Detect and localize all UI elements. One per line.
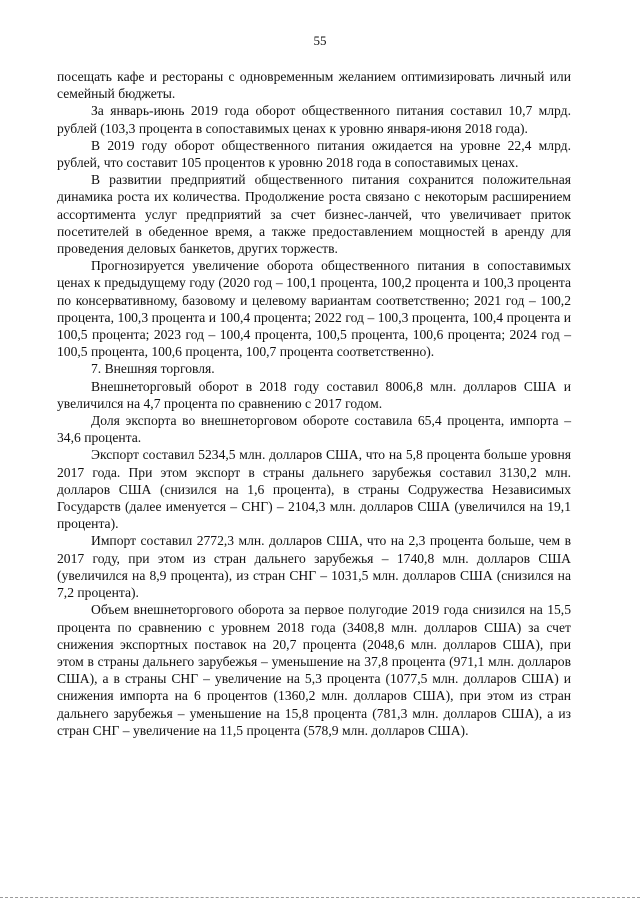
bottom-divider xyxy=(0,897,640,898)
paragraph-first-half-2019: Объем внешнеторгового оборота за первое полугодие 2019 года снизился на 15,5 процента по сравнению с уровнем 2018 года (3408,8 млн. долларов США) за счет снижения экспортных поставок на 20,7 процента (2048,6 млн. долларов США), при этом в страны дальнего зарубежья – уменьшение на 37,8 процента (971,1 млн. долларов США), а в страны СНГ – увеличение на 5,3 процента (1077,5 млн. долларов США) и снижения импорта на 6 процентов (1360,2 млн. долларов США), при этом из стран дальнего зарубежья – уменьшение на 15,8 процента (781,3 млн. долларов США), а из стран СНГ – увеличение на 11,5 процента (578,9 млн. долларов США). xyxy=(57,602,571,738)
document-body xyxy=(57,68,571,739)
paragraph-turnover-jan-june: За январь-июнь 2019 года оборот общественного питания составил 10,7 млрд. рублей (103,3 процента в сопоставимых ценах к уровню января-июня 2018 года). xyxy=(57,103,571,136)
paragraph-import: Импорт составил 2772,3 млн. долларов США, что на 2,3 процента больше, чем в 2017 году, при этом из стран дальнего зарубежья – 1740,8 млн. долларов США (увеличился на 8,9 процента), из стран СНГ – 1031,5 млн. долларов США (снизился на 7,2 процента). xyxy=(57,533,571,601)
page-number: 55 xyxy=(313,33,327,48)
paragraph-turnover-2019-forecast: В 2019 году оборот общественного питания ожидается на уровне 22,4 млрд. рублей, что составит 105 процентов к уровню 2018 года в сопоставимых ценах. xyxy=(57,137,571,171)
paragraph-turnover-forecast: Прогнозируется увеличение оборота общественного питания в сопоставимых ценах к предыдущему году (2020 год – 100,1 процента, 100,2 процента и 100,3 процента по консервативному, базовому и целевому вариантам соответственно; 2021 год – 100,2 процента, 100,3 процента и 100,4 процента; 2022 год – 100,3 процента, 100,4 процента и 100,5 процента; 2023 год – 100,4 процента, 100,5 процента, 100,6 процента; 2024 год – 100,5 процента, 100,6 процента, 100,7 процента соответственно). xyxy=(57,258,571,360)
paragraph-export-share: Доля экспорта во внешнеторговом обороте составила 65,4 процента, импорта – 34,6 процента. xyxy=(57,413,571,446)
paragraph-continuation: посещать кафе и рестораны с одновременным желанием оптимизировать личный или семейный бюджеты. xyxy=(57,69,571,102)
paragraph-enterprise-development: В развитии предприятий общественного питания сохранится положительная динамика роста их количества. Продолжение роста связано с некоторым расширением ассортимента услуг предприятий за счет бизнес-ланчей, что увеличивает приток посетителей в обеденное время, а также предоставлением мощностей в аренду для проведения деловых банкетов, других торжеств. xyxy=(57,172,571,257)
paragraph-export: Экспорт составил 5234,5 млн. долларов США, что на 5,8 процента больше уровня 2017 года. При этом экспорт в страны дальнего зарубежья составил 3130,2 млн. долларов США (снизился на 1,6 процента), в страны Содружества Независимых Государств (далее именуется – СНГ) – 2104,3 млн. долларов США (увеличился на 19,1 процента). xyxy=(57,447,571,532)
paragraph-foreign-trade-turnover: Внешнеторговый оборот в 2018 году составил 8006,8 млн. долларов США и увеличился на 4,7 процента по сравнению с 2017 годом. xyxy=(57,378,571,411)
section-heading-foreign-trade: 7. Внешняя торговля. xyxy=(91,361,215,377)
